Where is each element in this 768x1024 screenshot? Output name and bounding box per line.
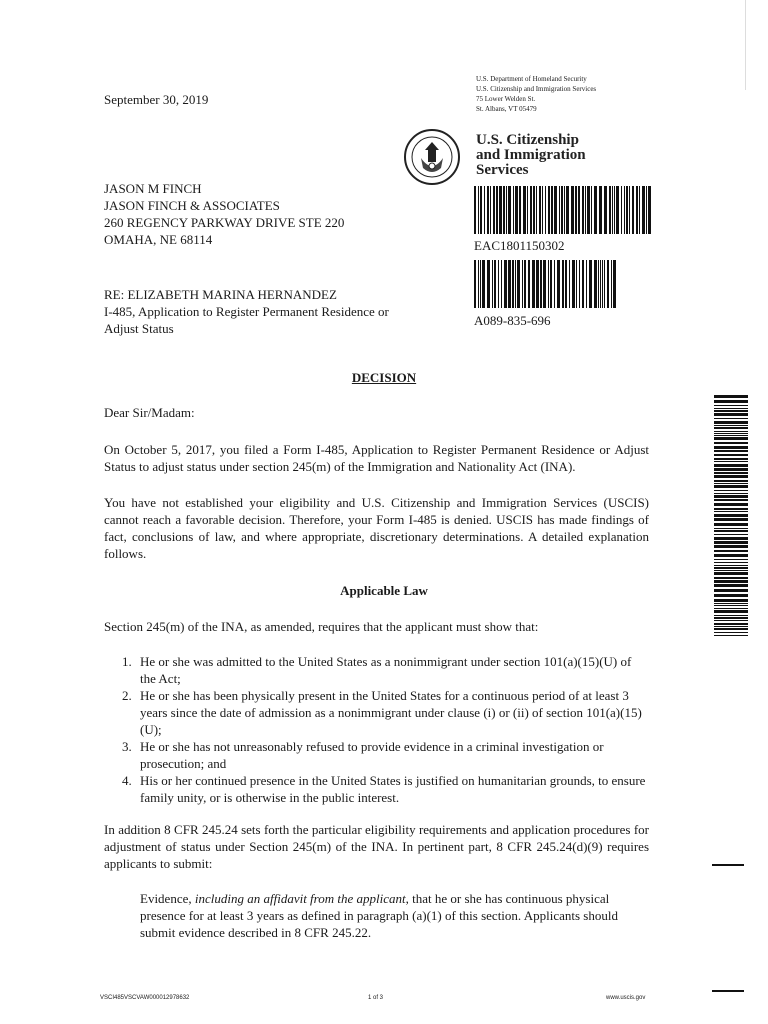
re-line: RE: ELIZABETH MARINA HERNANDEZ (104, 287, 337, 302)
receipt-barcode (474, 186, 652, 234)
recipient-line: OMAHA, NE 68114 (104, 232, 213, 247)
a-number-barcode (474, 260, 618, 308)
list-number: 3. (122, 739, 132, 754)
scan-mark (712, 990, 744, 992)
dhs-seal-icon (403, 128, 461, 186)
agency-address-block (476, 74, 596, 114)
paragraph-8cfr: In addition 8 CFR 245.24 sets forth the particular eligibility requirements and application procedures for adjustment of status under Section 245(m) of the INA. In pertinent part, 8 CFR 245.24(d)(9) requires applicants to submit: (104, 822, 649, 871)
receipt-number: EAC1801150302 (474, 238, 565, 253)
recipient-address (104, 180, 344, 248)
scan-mark (712, 864, 744, 866)
recipient-line: JASON FINCH & ASSOCIATES (104, 198, 280, 213)
paragraph-section-245m: Section 245(m) of the INA, as amended, requires that the applicant must show that: (104, 619, 539, 634)
re-line: Adjust Status (104, 321, 174, 336)
footer-document-id: VSCI485VSCVAW000012978632 (100, 995, 190, 1001)
agency-name-line: Services (476, 162, 529, 178)
agency-line: 75 Lower Welden St. (476, 95, 536, 103)
list-text: He or she has not unreasonably refused to provide evidence in a criminal investigation or prosecution; and (140, 739, 604, 771)
list-item (118, 738, 650, 772)
list-number: 4. (122, 773, 132, 788)
list-text: His or her continued presence in the United States is justified on humanitarian grounds, to ensure family unity, or is otherwise in the public interest. (140, 773, 646, 805)
re-line: I-485, Application to Register Permanent Residence or (104, 304, 389, 319)
scan-edge-line (745, 0, 746, 90)
decision-title: DECISION (351, 370, 417, 385)
letter-date: September 30, 2019 (104, 92, 209, 107)
agency-line: U.S. Department of Homeland Security (476, 75, 587, 83)
agency-line: St. Albans, VT 05479 (476, 105, 537, 113)
list-item (118, 772, 650, 806)
footer-website-link[interactable]: www.uscis.gov (606, 995, 646, 1001)
requirements-list (118, 653, 650, 806)
list-text: He or she was admitted to the United States as a nonimmigrant under section 101(a)(15)(U) of the Act; (140, 654, 632, 686)
list-number: 1. (122, 654, 132, 669)
re-block (104, 286, 389, 337)
quoted-regulation (140, 890, 650, 941)
quote-text: Evidence, (140, 891, 195, 906)
agency-line: U.S. Citizenship and Immigration Services (476, 85, 597, 93)
paragraph-filing: On October 5, 2017, you filed a Form I-485, Application to Register Permanent Residence or Adjust Status to adjust status under section 245(m) of the Immigration and Nationality Act (INA). (104, 442, 649, 474)
recipient-line: JASON M FINCH (104, 181, 202, 196)
agency-name (476, 133, 586, 178)
a-number: A089-835-696 (474, 313, 551, 328)
recipient-line: 260 REGENCY PARKWAY DRIVE STE 220 (104, 215, 345, 230)
salutation: Dear Sir/Madam: (104, 405, 195, 420)
quote-text: , that he or she has continuous physical presence for at least 3 years as defined in paragraph (a)(1) of this section. Applicants should submit evidence described in 8 CFR 245.22. (140, 891, 618, 940)
agency-name-line: and Immigration (476, 147, 586, 163)
quote-italic-text: including an affidavit from the applicant (194, 891, 406, 906)
paragraph-denial: You have not established your eligibility and U.S. Citizenship and Immigration Services (USCIS) cannot reach a favorable decision. Therefore, your Form I-485 is denied. USCIS has made findings of fact, conclusions of law, and where appropriate, discretionary determinations. A detailed explanation follows. (104, 495, 649, 561)
list-item (118, 687, 650, 738)
list-number: 2. (122, 688, 132, 703)
agency-name-line: U.S. Citizenship (476, 132, 579, 148)
list-text: He or she has been physically present in the United States for a continuous period of at least 3 years since the date of admission as a nonimmigrant under clause (i) or (ii) of section 101(a)(15)(U); (140, 688, 642, 737)
footer-page-number: 1 of 3 (368, 995, 384, 1001)
section-heading-applicable-law: Applicable Law (340, 583, 428, 598)
list-item (118, 653, 650, 687)
side-barcode (714, 395, 748, 637)
